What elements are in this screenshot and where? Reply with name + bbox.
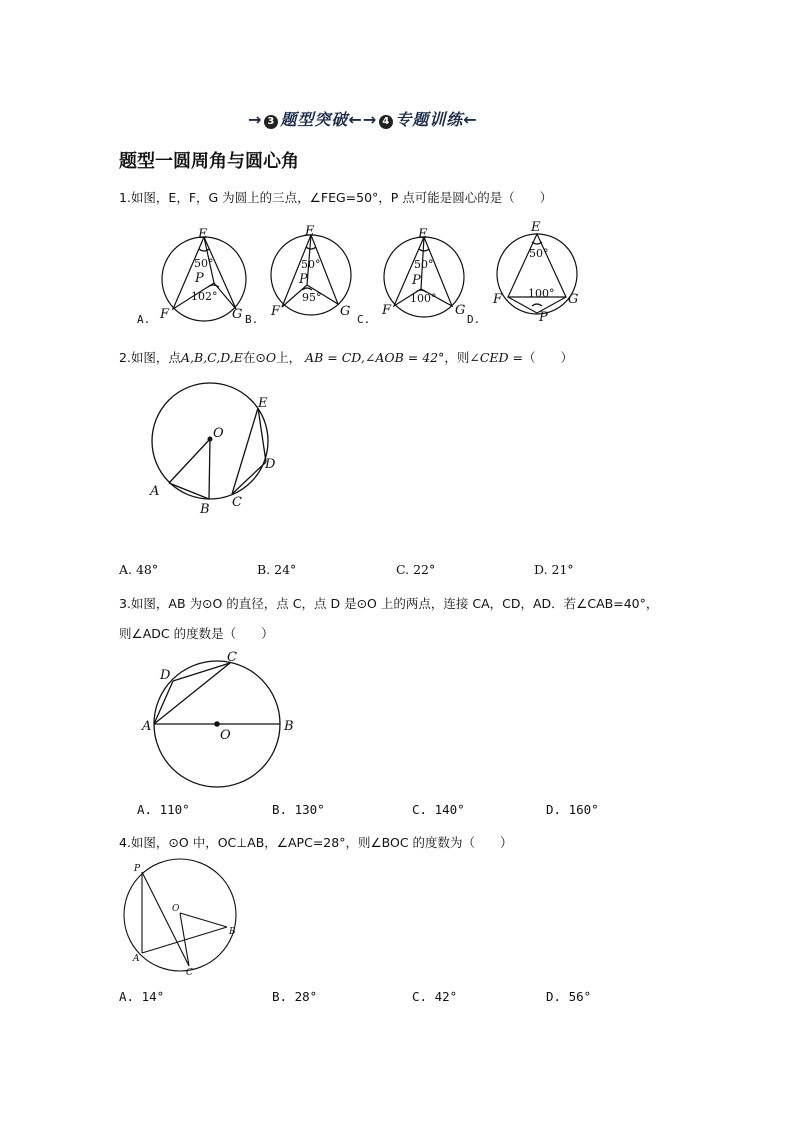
label-o: O — [213, 426, 224, 441]
q2-stem-part: 在⊙ — [242, 350, 266, 365]
label-c: C — [186, 968, 193, 978]
arrow-right-icon: → — [248, 110, 263, 129]
label-d: D — [265, 457, 276, 472]
label-f: F — [493, 292, 503, 307]
section-title: 题型一圆周角与圆心角 — [119, 151, 299, 172]
option-c-label: C. — [357, 313, 371, 326]
number-badge-icon: 3 — [264, 115, 278, 129]
option-d[interactable]: D. 160° — [546, 802, 599, 817]
label-a: A — [150, 484, 160, 499]
label-p: P — [134, 864, 141, 874]
label-g: G — [232, 307, 243, 322]
label-e: E — [531, 220, 541, 235]
label-p: P — [195, 271, 204, 286]
banner-text-training: 专题训练 — [395, 110, 464, 129]
question-1-stem: 1.如图，E，F，G 为圆上的三点，∠FEG=50°，P 点可能是圆心的是（ ） — [119, 190, 553, 205]
option-a[interactable]: A. 14° — [119, 989, 165, 1004]
label-p: P — [412, 273, 421, 288]
q2-stem-part: ，则 — [444, 350, 470, 365]
label-e: E — [305, 224, 315, 239]
option-b-label: B. — [245, 313, 259, 326]
angle-label: 100° — [410, 292, 437, 305]
angle-label: 100° — [528, 287, 555, 300]
label-f: F — [271, 304, 281, 319]
option-a-label: A. — [137, 313, 151, 326]
label-o: O — [220, 728, 231, 743]
q2-stem-condition: AB = CD,∠AOB = 42° — [305, 350, 445, 365]
option-b[interactable]: B. 24° — [257, 562, 297, 577]
label-g: G — [568, 292, 579, 307]
arrow-left-icon: ← — [463, 110, 478, 129]
option-d-label: D. — [467, 313, 481, 326]
label-p: P — [539, 310, 548, 325]
banner-text-breakthrough: 题型突破 — [280, 110, 349, 129]
label-b: B — [229, 927, 236, 937]
label-a: A — [142, 719, 152, 734]
q2-stem-target: ∠CED = — [469, 350, 524, 365]
label-e: E — [418, 227, 428, 242]
label-e: E — [258, 396, 268, 411]
q2-stem-blank: （ ） — [523, 350, 574, 365]
question-4-stem: 4.如图，⊙O 中，OC⊥AB，∠APC=28°，则∠BOC 的度数为（ ） — [119, 835, 513, 850]
option-c[interactable]: C. 140° — [412, 802, 465, 817]
question-3-stem: 3.如图，AB 为⊙O 的直径，点 C，点 D 是⊙O 上的两点，连接 CA，CD，AD．若∠CAB=40°， — [119, 596, 659, 611]
label-b: B — [284, 719, 294, 734]
option-a[interactable]: A. 48° — [119, 562, 159, 577]
option-a[interactable]: A. 110° — [137, 802, 190, 817]
option-b[interactable]: B. 28° — [272, 989, 318, 1004]
label-f: F — [160, 307, 170, 322]
option-d[interactable]: D. 56° — [546, 989, 592, 1004]
angle-label: 95° — [302, 291, 322, 304]
q2-stem-part: 上， — [276, 350, 302, 365]
label-g: G — [455, 303, 466, 318]
q2-stem-o: O — [265, 350, 277, 365]
label-c: C — [227, 650, 237, 665]
option-c[interactable]: C. 42° — [412, 989, 458, 1004]
option-b[interactable]: B. 130° — [272, 802, 325, 817]
label-o: O — [172, 904, 180, 914]
label-c: C — [232, 495, 242, 510]
question-3-stem-2: 则∠ADC 的度数是（ ） — [119, 626, 274, 641]
label-a: A — [133, 954, 140, 964]
q2-stem-points: A,B,C,D,E — [180, 350, 243, 365]
label-e: E — [198, 227, 208, 242]
label-f: F — [382, 303, 392, 318]
label-p: P — [299, 272, 308, 287]
label-g: G — [340, 304, 351, 319]
number-badge-icon: 4 — [379, 115, 393, 129]
angle-label: 50° — [301, 258, 321, 271]
label-b: B — [200, 502, 210, 517]
angle-label: 50° — [194, 257, 214, 270]
angle-label: 102° — [191, 290, 218, 303]
option-c[interactable]: C. 22° — [396, 562, 436, 577]
angle-label: 50° — [529, 247, 549, 260]
q2-stem-part: 2.如图，点 — [119, 350, 181, 365]
angle-label: 50° — [414, 258, 434, 271]
option-d[interactable]: D. 21° — [534, 562, 574, 577]
label-d: D — [160, 668, 171, 683]
arrow-double-icon: ←→ — [348, 110, 378, 129]
